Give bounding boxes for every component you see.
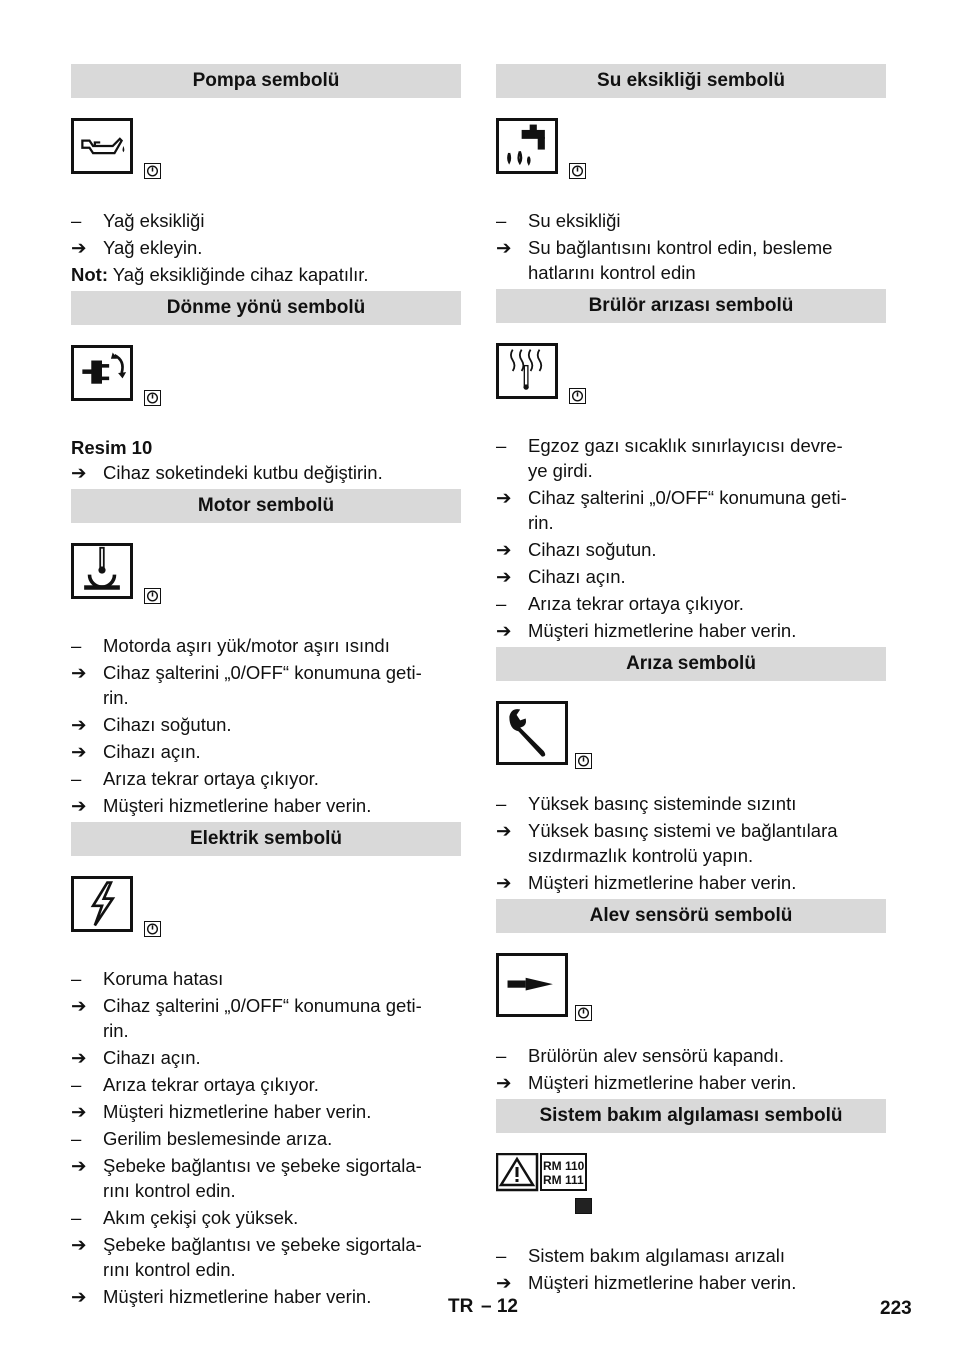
arrow-right-icon: ➔ xyxy=(496,872,512,893)
section-header: Motor sembolü xyxy=(71,489,461,523)
item-text: Müşteri hizmetlerine haber verin. xyxy=(528,872,797,893)
action-step xyxy=(496,235,886,285)
condition-item xyxy=(496,433,886,483)
arrow-right-icon: ➔ xyxy=(496,539,512,560)
section-warning-rm xyxy=(496,1099,886,1295)
item-text: Koruma hatası xyxy=(103,968,224,989)
condition-item xyxy=(496,208,886,233)
action-step xyxy=(71,235,461,260)
section-header: Alev sensörü sembolü xyxy=(496,899,886,933)
arrow-right-icon: ➔ xyxy=(71,1234,87,1255)
indicator-light-icon xyxy=(575,1005,592,1021)
note xyxy=(71,262,461,287)
section-flame-sensor xyxy=(496,899,886,1095)
item-text: Cihaz şalterini „0/OFF“ konumuna geti- rin. xyxy=(103,995,422,1041)
lightning-icon xyxy=(71,876,133,932)
arrow-right-icon: ➔ xyxy=(71,1155,87,1176)
note-text: Yağ eksikliğinde cihaz kapatılır. xyxy=(107,264,369,285)
symbol-row xyxy=(71,118,461,208)
arrow-right-icon: ➔ xyxy=(71,741,87,762)
item-text: Cihazı açın. xyxy=(103,1047,201,1068)
instruction-list xyxy=(71,208,461,260)
condition-item xyxy=(71,1205,461,1230)
arrow-right-icon: ➔ xyxy=(496,1072,512,1093)
action-step xyxy=(71,1284,461,1309)
arrow-right-icon: ➔ xyxy=(71,795,87,816)
left-column xyxy=(71,64,461,1313)
water-tap-icon xyxy=(496,118,558,174)
section-header: Sistem bakım algılaması sembolü xyxy=(496,1099,886,1133)
indicator-light-icon xyxy=(575,1198,592,1214)
condition-item xyxy=(71,208,461,233)
item-text: Brülörün alev sensörü kapandı. xyxy=(528,1045,785,1066)
indicator-light-icon xyxy=(144,921,161,937)
item-text: Cihazı soğutun. xyxy=(528,539,657,560)
rm-110-label: RM 110 xyxy=(543,1159,585,1173)
arrow-right-icon: ➔ xyxy=(71,1286,87,1307)
dash-bullet: – xyxy=(71,1074,82,1095)
oil-can-icon xyxy=(71,118,133,174)
section-header: Brülör arızası sembolü xyxy=(496,289,886,323)
arrow-right-icon: ➔ xyxy=(496,1272,512,1293)
section-burner-exhaust xyxy=(496,289,886,643)
symbol-row xyxy=(496,343,886,433)
motor-temperature-icon xyxy=(71,543,133,599)
item-text: Yüksek basınç sisteminde sızıntı xyxy=(528,793,797,814)
action-step xyxy=(71,739,461,764)
dash-bullet: – xyxy=(71,768,82,789)
condition-item xyxy=(71,633,461,658)
item-text: Su bağlantısını kontrol edin, besleme hatlarını kontrol edin xyxy=(528,237,833,283)
section-lightning xyxy=(71,822,461,1309)
dash-bullet: – xyxy=(496,435,507,456)
indicator-light-icon xyxy=(569,163,586,179)
condition-item xyxy=(71,1072,461,1097)
action-step xyxy=(496,870,886,895)
action-step xyxy=(496,564,886,589)
symbol-row xyxy=(496,118,886,208)
section-header: Elektrik sembolü xyxy=(71,822,461,856)
item-text: Müşteri hizmetlerine haber verin. xyxy=(528,620,797,641)
symbol-row xyxy=(496,701,886,791)
item-text: Akım çekişi çok yüksek. xyxy=(103,1207,299,1228)
arrow-right-icon: ➔ xyxy=(71,1101,87,1122)
action-step xyxy=(71,660,461,710)
dash-bullet: – xyxy=(496,1245,507,1266)
instruction-list xyxy=(71,633,461,818)
symbol-row xyxy=(71,345,461,435)
indicator-light-icon xyxy=(144,588,161,604)
wrench-icon xyxy=(496,701,568,765)
indicator-light-icon xyxy=(144,163,161,179)
arrow-right-icon: ➔ xyxy=(71,995,87,1016)
section-header: Pompa sembolü xyxy=(71,64,461,98)
instruction-list xyxy=(496,433,886,643)
action-step xyxy=(496,1070,886,1095)
action-step xyxy=(71,460,461,485)
instruction-list xyxy=(496,1243,886,1295)
item-text: Sistem bakım algılaması arızalı xyxy=(528,1245,786,1266)
section-wrench xyxy=(496,647,886,895)
rm-111-label: RM 111 xyxy=(543,1173,584,1187)
indicator-light-icon xyxy=(569,388,586,404)
flame-sensor-icon xyxy=(496,953,568,1017)
item-text: Müşteri hizmetlerine haber verin. xyxy=(528,1272,797,1293)
item-text: Motorda aşırı yük/motor aşırı ısındı xyxy=(103,635,390,656)
condition-item xyxy=(496,1243,886,1268)
dash-bullet: – xyxy=(71,210,82,231)
dash-bullet: – xyxy=(71,968,82,989)
action-step xyxy=(71,1045,461,1070)
instruction-list xyxy=(71,460,461,485)
warning-rm-icon xyxy=(496,1153,588,1193)
item-text: Yağ eksikliği xyxy=(103,210,205,231)
item-text: Cihazı soğutun. xyxy=(103,714,232,735)
arrow-right-icon: ➔ xyxy=(71,462,87,483)
item-text: Cihaz şalterini „0/OFF“ konumuna geti- rin. xyxy=(103,662,422,708)
item-text: Cihazı açın. xyxy=(103,741,201,762)
arrow-right-icon: ➔ xyxy=(496,566,512,587)
dash-bullet: – xyxy=(496,793,507,814)
arrow-right-icon: ➔ xyxy=(496,820,512,841)
item-text: Su eksikliği xyxy=(528,210,621,231)
symbol-row xyxy=(71,876,461,966)
instruction-list xyxy=(496,208,886,285)
note-label: Not: xyxy=(71,264,108,285)
action-step xyxy=(496,618,886,643)
symbol-row xyxy=(496,1153,886,1243)
item-text: Şebeke bağlantısı ve şebeke sigortala- rını kontrol edin. xyxy=(103,1155,422,1201)
arrow-right-icon: ➔ xyxy=(71,1047,87,1068)
item-text: Cihaz soketindeki kutbu değiştirin. xyxy=(103,462,383,483)
dash-bullet: – xyxy=(71,1207,82,1228)
section-oil-can xyxy=(71,64,461,287)
arrow-right-icon: ➔ xyxy=(496,237,512,258)
condition-item xyxy=(71,766,461,791)
condition-item xyxy=(71,966,461,991)
item-text: Gerilim beslemesinde arıza. xyxy=(103,1128,333,1149)
condition-item xyxy=(71,1126,461,1151)
section-header: Arıza sembolü xyxy=(496,647,886,681)
dash-bullet: – xyxy=(496,593,507,614)
dash-bullet: – xyxy=(71,1128,82,1149)
action-step xyxy=(496,1270,886,1295)
figure-reference: Resim 10 xyxy=(71,437,153,458)
section-motor-temperature xyxy=(71,489,461,818)
indicator-light-icon xyxy=(144,390,161,406)
section-header: Su eksikliği sembolü xyxy=(496,64,886,98)
indicator-light-icon xyxy=(575,753,592,769)
arrow-right-icon: ➔ xyxy=(496,487,512,508)
item-text: Cihazı açın. xyxy=(528,566,626,587)
item-text: Arıza tekrar ortaya çıkıyor. xyxy=(528,593,744,614)
action-step xyxy=(71,1153,461,1203)
footer-chapter-page: – 12 xyxy=(481,1296,518,1317)
arrow-right-icon: ➔ xyxy=(71,237,87,258)
condition-item xyxy=(496,1043,886,1068)
item-text: Yüksek basınç sistemi ve bağlantılara sızdırmazlık kontrolü yapın. xyxy=(528,820,838,866)
item-text: Egzoz gazı sıcaklık sınırlayıcısı devre- ye girdi. xyxy=(528,435,843,481)
instruction-list xyxy=(71,966,461,1309)
arrow-right-icon: ➔ xyxy=(71,662,87,683)
burner-exhaust-icon xyxy=(496,343,558,399)
condition-item xyxy=(496,791,886,816)
item-text: Yağ ekleyin. xyxy=(103,237,203,258)
action-step xyxy=(71,793,461,818)
dash-bullet: – xyxy=(496,1045,507,1066)
action-step xyxy=(71,1232,461,1282)
section-plug-rotation xyxy=(71,291,461,485)
action-step xyxy=(496,537,886,562)
action-step xyxy=(71,712,461,737)
condition-item xyxy=(496,591,886,616)
item-text: Arıza tekrar ortaya çıkıyor. xyxy=(103,768,319,789)
action-step xyxy=(496,485,886,535)
section-header: Dönme yönü sembolü xyxy=(71,291,461,325)
symbol-row xyxy=(496,953,886,1043)
item-text: Şebeke bağlantısı ve şebeke sigortala- rını kontrol edin. xyxy=(103,1234,422,1280)
dash-bullet: – xyxy=(496,210,507,231)
footer-language: TR xyxy=(448,1296,474,1317)
plug-rotation-icon xyxy=(71,345,133,401)
instruction-list xyxy=(496,791,886,895)
footer-page-number: 223 xyxy=(880,1298,912,1319)
arrow-right-icon: ➔ xyxy=(496,620,512,641)
action-step xyxy=(496,818,886,868)
symbol-row xyxy=(71,543,461,633)
dash-bullet: – xyxy=(71,635,82,656)
item-text: Müşteri hizmetlerine haber verin. xyxy=(103,795,372,816)
arrow-right-icon: ➔ xyxy=(71,714,87,735)
action-step xyxy=(71,993,461,1043)
item-text: Müşteri hizmetlerine haber verin. xyxy=(528,1072,797,1093)
instruction-list xyxy=(496,1043,886,1095)
item-text: Arıza tekrar ortaya çıkıyor. xyxy=(103,1074,319,1095)
section-water-tap xyxy=(496,64,886,285)
item-text: Müşteri hizmetlerine haber verin. xyxy=(103,1286,372,1307)
item-text: Cihaz şalterini „0/OFF“ konumuna geti- rin. xyxy=(528,487,847,533)
right-column xyxy=(496,64,886,1299)
action-step xyxy=(71,1099,461,1124)
item-text: Müşteri hizmetlerine haber verin. xyxy=(103,1101,372,1122)
